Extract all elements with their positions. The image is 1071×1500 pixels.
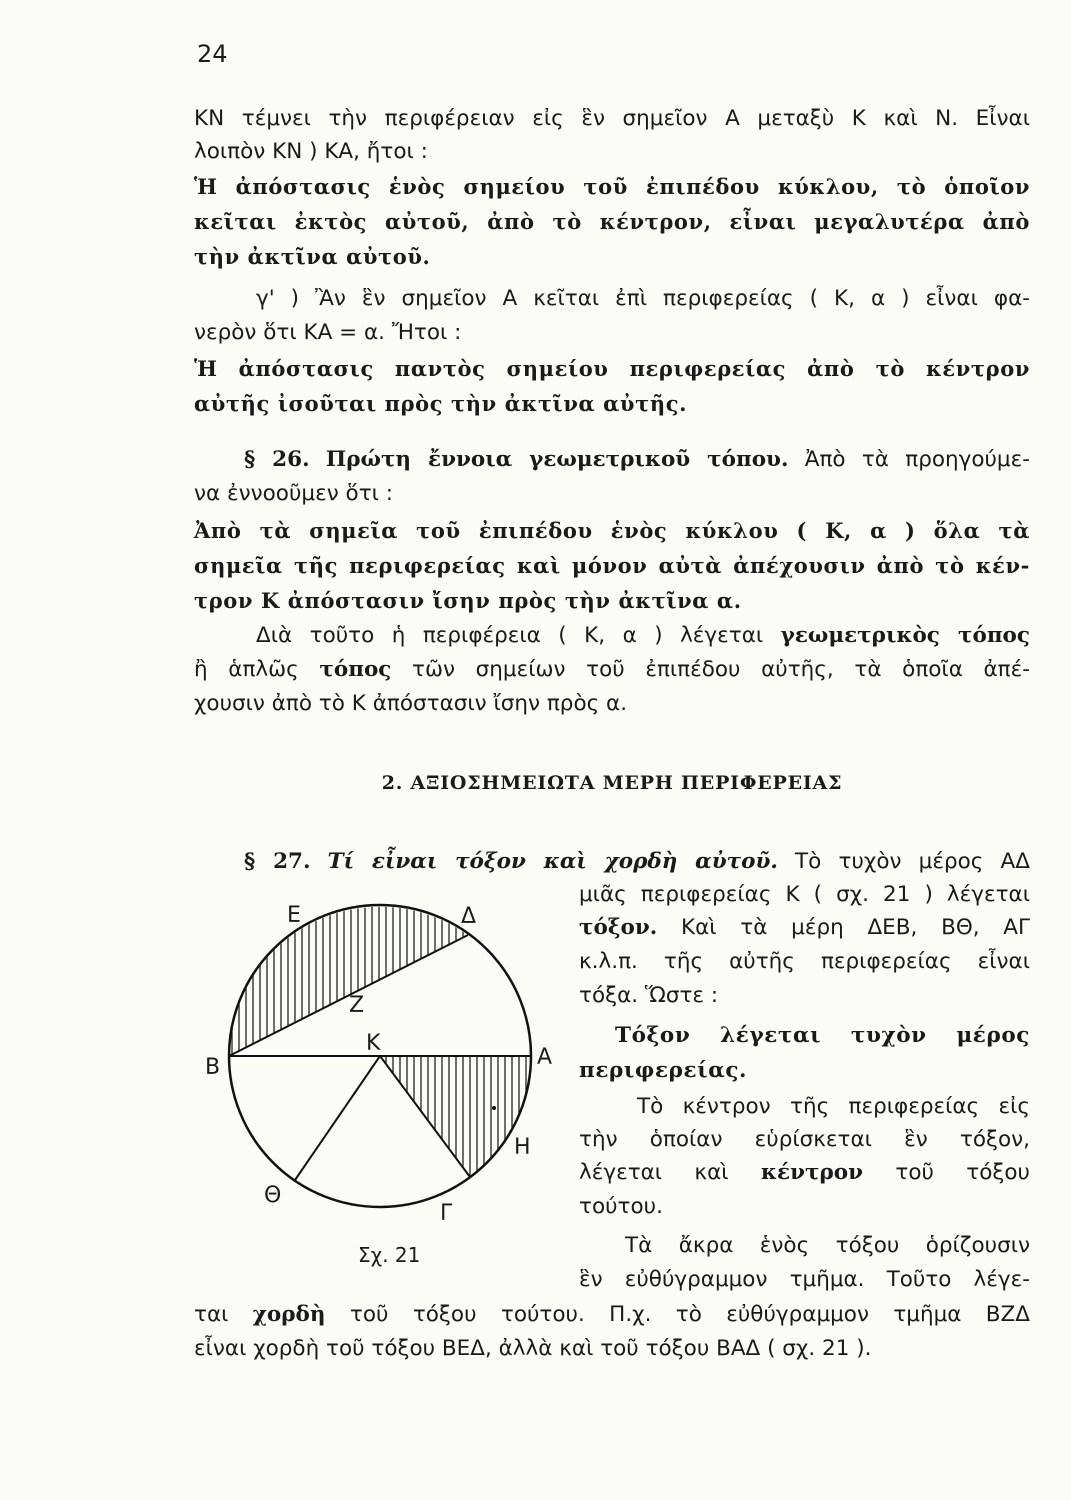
label-k: Κ (366, 1031, 381, 1056)
theorem-line: τρον Κ ἀπόστασιν ἴσην πρὸς τὴν ἀκτῖνα α. (194, 588, 742, 613)
text-line: κ.λ.π. τῆς αὐτῆς περιφερείας εἶναι (579, 949, 1030, 974)
hatched-segment-bed (229, 907, 468, 1056)
text-span: τοῦ τόξου (895, 1160, 1030, 1185)
point-dot (492, 1106, 496, 1110)
definition-line: περιφερείας. (579, 1058, 748, 1083)
text-line: νερὸν ὅτι ΚΑ = α. Ἤτοι : (194, 320, 462, 345)
label-d: Δ (461, 904, 477, 929)
label-theta: Θ (264, 1183, 282, 1208)
text-span: Διὰ τοῦτο ἡ περιφέρεια ( Κ, α ) λέγεται (256, 623, 764, 648)
text-span: Καὶ τὰ μέρη ΔΕΒ, ΒΘ, ΑΓ (681, 915, 1030, 940)
section-number: § 26. (244, 447, 310, 472)
section-26-header (244, 445, 1030, 475)
text-span: Ἀπὸ τὰ προηγούμε- (804, 447, 1030, 472)
label-z: Ζ (349, 993, 365, 1018)
label-g: Γ (440, 1201, 453, 1226)
theorem-line: αὐτῆς ἰσοῦται πρὸς τὴν ἀκτῖνα αὐτῆς. (194, 391, 687, 416)
text-line: εἶναι χορδὴ τοῦ τόξου ΒΕΔ, ἀλλὰ καὶ τοῦ τόξου ΒΑΔ ( σχ. 21 ). (194, 1336, 872, 1361)
text-line: ἓν εὐθύγραμμον τμῆμα. Τοῦτο λέγε- (579, 1267, 1030, 1292)
text-line (194, 655, 1030, 685)
section-title: Τί εἶναι τόξον καὶ χορδὴ αὐτοῦ. (327, 849, 778, 874)
section-title: Πρώτη ἔννοια γεωμετρικοῦ τόπου. (325, 447, 789, 472)
text-line: τούτου. (579, 1194, 663, 1219)
term-locus: τόπος (319, 657, 392, 682)
theorem-line: Ἀπὸ τὰ σημεῖα τοῦ ἐπιπέδου ἑνὸς κύκλου ( Κ, α ) ὅλα τὰ (194, 518, 1030, 543)
text-line: τόξα. Ὥστε : (579, 983, 719, 1008)
text-line: Τὰ ἄκρα ἑνὸς τόξου ὁρίζουσιν (625, 1233, 1030, 1258)
text-line: να ἐννοοῦμεν ὅτι : (194, 481, 394, 506)
text-line (579, 913, 1030, 943)
page-number: 24 (197, 40, 228, 68)
term-geometric-locus: γεωμετρικὸς τόπος (780, 623, 1030, 648)
theorem-line: Ἡ ἀπόστασις ἑνὸς σημείου τοῦ ἐπιπέδου κύκλου, τὸ ὁποῖον (194, 174, 1030, 199)
text-span: ἢ ἁπλῶς (194, 657, 299, 682)
label-a: Α (537, 1045, 553, 1070)
text-line: χουσιν ἀπὸ τὸ Κ ἀπόστασιν ἴσην πρὸς α. (194, 691, 628, 716)
definition-line: Τόξον λέγεται τυχὸν μέρος (615, 1023, 1030, 1048)
term-arc: τόξον. (579, 915, 658, 940)
label-e: Ε (287, 903, 301, 928)
text-line: ΚΝ τέμνει τὴν περιφέρειαν εἰς ἓν σημεῖον Α μεταξὺ Κ καὶ Ν. Εἶναι (194, 106, 1030, 131)
label-h: Η (514, 1135, 531, 1160)
theorem-line: Ἡ ἀπόστασις παντὸς σημείου περιφερείας ἀπὸ τὸ κέντρον (194, 356, 1030, 381)
figure-caption: Σχ. 21 (358, 1243, 421, 1267)
text-line: μιᾶς περιφερείας Κ ( σχ. 21 ) λέγεται (579, 882, 1030, 907)
text-line (194, 1300, 1030, 1330)
label-b: Β (205, 1055, 221, 1080)
section-number: § 27. (244, 849, 311, 874)
section-27-header (244, 847, 1030, 877)
theorem-line: σημεῖα τῆς περιφερείας καὶ μόνον αὐτὰ ἀπέχουσιν ἀπὸ τὸ κέν- (194, 553, 1030, 578)
text-line (256, 621, 1030, 651)
figure-circle-arcs (190, 880, 553, 1270)
text-line: λοιπὸν ΚΝ ) ΚΑ, ἤτοι : (194, 139, 428, 164)
text-span: Τὸ τυχὸν μέρος ΑΔ (795, 849, 1030, 874)
term-center: κέντρον (760, 1160, 864, 1185)
text-span: λέγεται καὶ (579, 1160, 729, 1185)
text-span: τοῦ τόξου τούτου. Π.χ. τὸ εὐθύγραμμον τμῆμα ΒΖΔ (349, 1302, 1030, 1327)
text-line: γ' ) Ἂν ἓν σημεῖον Α κεῖται ἐπὶ περιφερείας ( Κ, α ) εἶναι φα- (256, 286, 1030, 311)
theorem-line: τὴν ἀκτῖνα αὐτοῦ. (194, 244, 431, 269)
theorem-line: κεῖται ἐκτὸς αὐτοῦ, ἀπὸ τὸ κέντρον, εἶναι μεγαλυτέρα ἀπὸ (194, 209, 1030, 234)
term-chord: χορδὴ (252, 1302, 326, 1327)
chapter-heading: 2. ΑΞΙΟΣΗΜΕΙΩΤΑ ΜΕΡΗ ΠΕΡΙΦΕΡΕΙΑΣ (381, 772, 843, 794)
text-line: Τὸ κέντρον τῆς περιφερείας εἰς (637, 1094, 1030, 1119)
text-span: τῶν σημείων τοῦ ἐπιπέδου αὐτῆς, τὰ ὁποῖα ἀπέ- (412, 657, 1031, 682)
text-line (579, 1158, 1030, 1188)
text-span: ται (194, 1302, 229, 1327)
text-line: τὴν ὁποίαν εὑρίσκεται ἓν τόξον, (579, 1127, 1030, 1152)
radius-ktheta (295, 1056, 380, 1180)
